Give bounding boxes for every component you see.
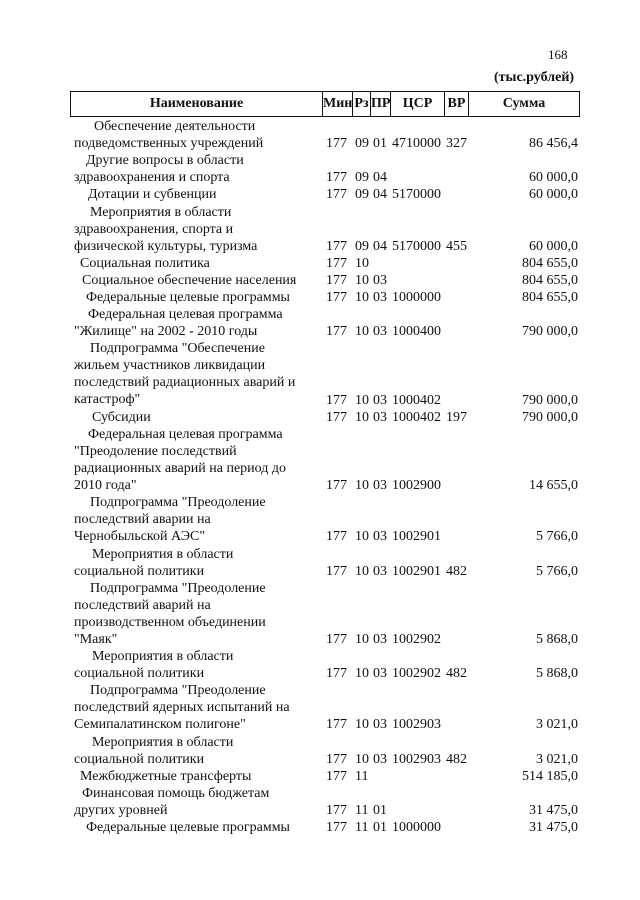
cell-min: 177 [326, 187, 347, 203]
cell-min: 177 [326, 136, 347, 152]
table-row [0, 734, 640, 768]
cell-rz: 11 [355, 820, 369, 836]
cell-sum: 60 000,0 [529, 238, 578, 254]
row-name: Федеральные целевые программы [86, 290, 290, 305]
cell-rz: 10 [355, 717, 369, 733]
header-rz: Рз [353, 92, 371, 116]
cell-rz: 10 [355, 631, 369, 647]
cell-rz: 10 [355, 409, 369, 425]
cell-pr: 03 [373, 751, 387, 767]
header-pr: ПР [371, 92, 391, 116]
cell-csr: 5170000 [392, 238, 441, 254]
cell-rz: 10 [355, 478, 369, 494]
cell-rz: 10 [355, 563, 369, 579]
cell-rz: 09 [355, 238, 369, 254]
cell-rz: 10 [355, 751, 369, 767]
header-sum: Сумма [502, 96, 546, 111]
row-name: Субсидии [92, 409, 151, 425]
cell-sum: 5 868,0 [536, 631, 578, 647]
cell-csr: 1002901 [392, 563, 441, 579]
row-name: Подпрограмма "Преодоление последствий ядерных испытаний на Семипалатинском полигоне" [74, 683, 290, 733]
cell-pr: 03 [373, 409, 387, 425]
cell-rz: 09 [355, 170, 369, 186]
cell-min: 177 [326, 392, 347, 408]
cell-csr: 1002901 [392, 529, 441, 545]
cell-pr: 01 [373, 136, 387, 152]
page-number: 168 [548, 47, 568, 62]
cell-vr: 197 [446, 409, 467, 425]
cell-min: 177 [326, 751, 347, 767]
cell-vr: 327 [446, 136, 467, 152]
cell-pr: 04 [373, 238, 387, 254]
cell-sum: 31 475,0 [529, 820, 578, 836]
cell-vr: 482 [446, 666, 467, 682]
cell-min: 177 [326, 255, 347, 271]
cell-sum: 3 021,0 [536, 751, 578, 767]
cell-sum: 31 475,0 [529, 802, 578, 818]
cell-pr: 03 [373, 272, 387, 288]
row-name: Федеральные целевые программы [86, 820, 290, 836]
header-csr: ЦСР [391, 92, 445, 116]
cell-sum: 5 868,0 [536, 666, 578, 682]
row-name: Мероприятия в области социальной политики [74, 734, 234, 767]
cell-sum: 804 655,0 [522, 272, 578, 288]
row-name: Межбюджетные трансферты [80, 768, 252, 784]
row-name: Федеральная целевая программа "Преодоление последствий радиационных аварий на период до 2010 года" [74, 426, 287, 493]
table-row [0, 152, 640, 186]
cell-pr: 03 [373, 324, 387, 340]
cell-vr: 482 [446, 563, 467, 579]
row-name: Дотации и субвенции [88, 187, 217, 203]
units-label: (тыс.рублей) [494, 70, 575, 85]
cell-sum: 804 655,0 [522, 255, 578, 271]
header-vr: ВР [445, 92, 469, 116]
cell-sum: 790 000,0 [522, 324, 578, 340]
cell-csr: 1002900 [392, 478, 441, 494]
table-row [0, 186, 640, 203]
cell-rz: 10 [355, 529, 369, 545]
cell-csr: 4710000 [392, 136, 441, 152]
cell-pr: 03 [373, 529, 387, 545]
cell-vr: 482 [446, 751, 467, 767]
header-name: Наименование [71, 92, 323, 116]
cell-pr: 01 [373, 820, 387, 836]
cell-min: 177 [326, 290, 347, 305]
row-name: Федеральная целевая программа "Жилище" на 2002 - 2010 годы [74, 307, 283, 340]
cell-min: 177 [326, 238, 347, 254]
cell-sum: 14 655,0 [529, 478, 578, 494]
cell-min: 177 [326, 768, 347, 784]
cell-rz: 11 [355, 802, 369, 818]
row-name: Другие вопросы в области здравоохранения и спорта [74, 153, 244, 186]
cell-min: 177 [326, 717, 347, 733]
cell-rz: 10 [355, 324, 369, 340]
cell-pr: 03 [373, 563, 387, 579]
cell-pr: 01 [373, 802, 387, 818]
cell-min: 177 [326, 170, 347, 186]
table-row [0, 785, 640, 819]
table-row [0, 306, 640, 340]
row-name: Социальное обеспечение населения [82, 272, 297, 288]
cell-pr: 03 [373, 290, 387, 305]
row-name: Подпрограмма "Преодоление последствий аварии на Чернобыльской АЭС" [74, 495, 266, 545]
cell-csr: 1000402 [392, 409, 441, 425]
cell-rz: 11 [355, 768, 369, 784]
cell-pr: 03 [373, 631, 387, 647]
table-row [0, 426, 640, 494]
table-row [0, 768, 640, 785]
cell-rz: 10 [355, 392, 369, 408]
cell-csr: 1000000 [392, 820, 441, 836]
cell-pr: 03 [373, 392, 387, 408]
table-header [70, 91, 580, 117]
row-name: Финансовая помощь бюджетам других уровней [74, 785, 270, 818]
cell-csr: 1000000 [392, 290, 441, 305]
table-row [0, 118, 640, 152]
cell-sum: 60 000,0 [529, 170, 578, 186]
cell-sum: 790 000,0 [522, 392, 578, 408]
header-min: Мин [323, 92, 353, 116]
cell-sum: 86 456,4 [529, 136, 578, 152]
cell-min: 177 [326, 529, 347, 545]
cell-sum: 804 655,0 [522, 290, 578, 305]
table-row [0, 819, 640, 836]
table-row [0, 340, 640, 408]
cell-rz: 09 [355, 187, 369, 203]
cell-rz: 10 [355, 290, 369, 305]
cell-min: 177 [326, 324, 347, 340]
table-row [0, 272, 640, 289]
cell-sum: 60 000,0 [529, 187, 578, 203]
cell-pr: 03 [373, 478, 387, 494]
cell-csr: 1002902 [392, 631, 441, 647]
row-name: Подпрограмма "Преодоление последствий аварий на производственном объединении "Маяк" [74, 580, 266, 647]
cell-pr: 03 [373, 717, 387, 733]
table-row [0, 409, 640, 426]
row-name: Обеспечение деятельности подведомственных учреждений [74, 119, 264, 151]
table-row [0, 580, 640, 648]
cell-min: 177 [326, 802, 347, 818]
row-name: Социальная политика [80, 255, 210, 271]
cell-rz: 09 [355, 136, 369, 152]
cell-pr: 03 [373, 666, 387, 682]
cell-rz: 10 [355, 272, 369, 288]
cell-min: 177 [326, 409, 347, 425]
cell-csr: 1000402 [392, 392, 441, 408]
cell-csr: 5170000 [392, 187, 441, 203]
cell-min: 177 [326, 272, 347, 288]
cell-min: 177 [326, 820, 347, 836]
table-row [0, 204, 640, 255]
cell-min: 177 [326, 478, 347, 494]
cell-csr: 1002903 [392, 717, 441, 733]
cell-min: 177 [326, 666, 347, 682]
table-row [0, 255, 640, 272]
cell-csr: 1002902 [392, 666, 441, 682]
cell-sum: 5 766,0 [536, 529, 578, 545]
cell-sum: 790 000,0 [522, 409, 578, 425]
table-row [0, 648, 640, 682]
row-name: Мероприятия в области здравоохранения, спорта и физической культуры, туризма [74, 204, 258, 254]
cell-pr: 04 [373, 170, 387, 186]
cell-vr: 455 [446, 238, 467, 254]
cell-rz: 10 [355, 666, 369, 682]
cell-sum: 3 021,0 [536, 717, 578, 733]
cell-min: 177 [326, 563, 347, 579]
table-row [0, 494, 640, 545]
cell-sum: 5 766,0 [536, 563, 578, 579]
cell-csr: 1002903 [392, 751, 441, 767]
table-row [0, 682, 640, 733]
cell-rz: 10 [355, 255, 369, 271]
cell-pr: 04 [373, 187, 387, 203]
row-name: Мероприятия в области социальной политики [74, 649, 234, 682]
cell-min: 177 [326, 631, 347, 647]
table-row [0, 546, 640, 580]
row-name: Мероприятия в области социальной политики [74, 546, 234, 579]
table-row [0, 289, 640, 306]
cell-sum: 514 185,0 [522, 768, 578, 784]
row-name: Подпрограмма "Обеспечение жильем участников ликвидации последствий радиационных аварий и катастроф" [74, 341, 296, 408]
cell-csr: 1000400 [392, 324, 441, 340]
